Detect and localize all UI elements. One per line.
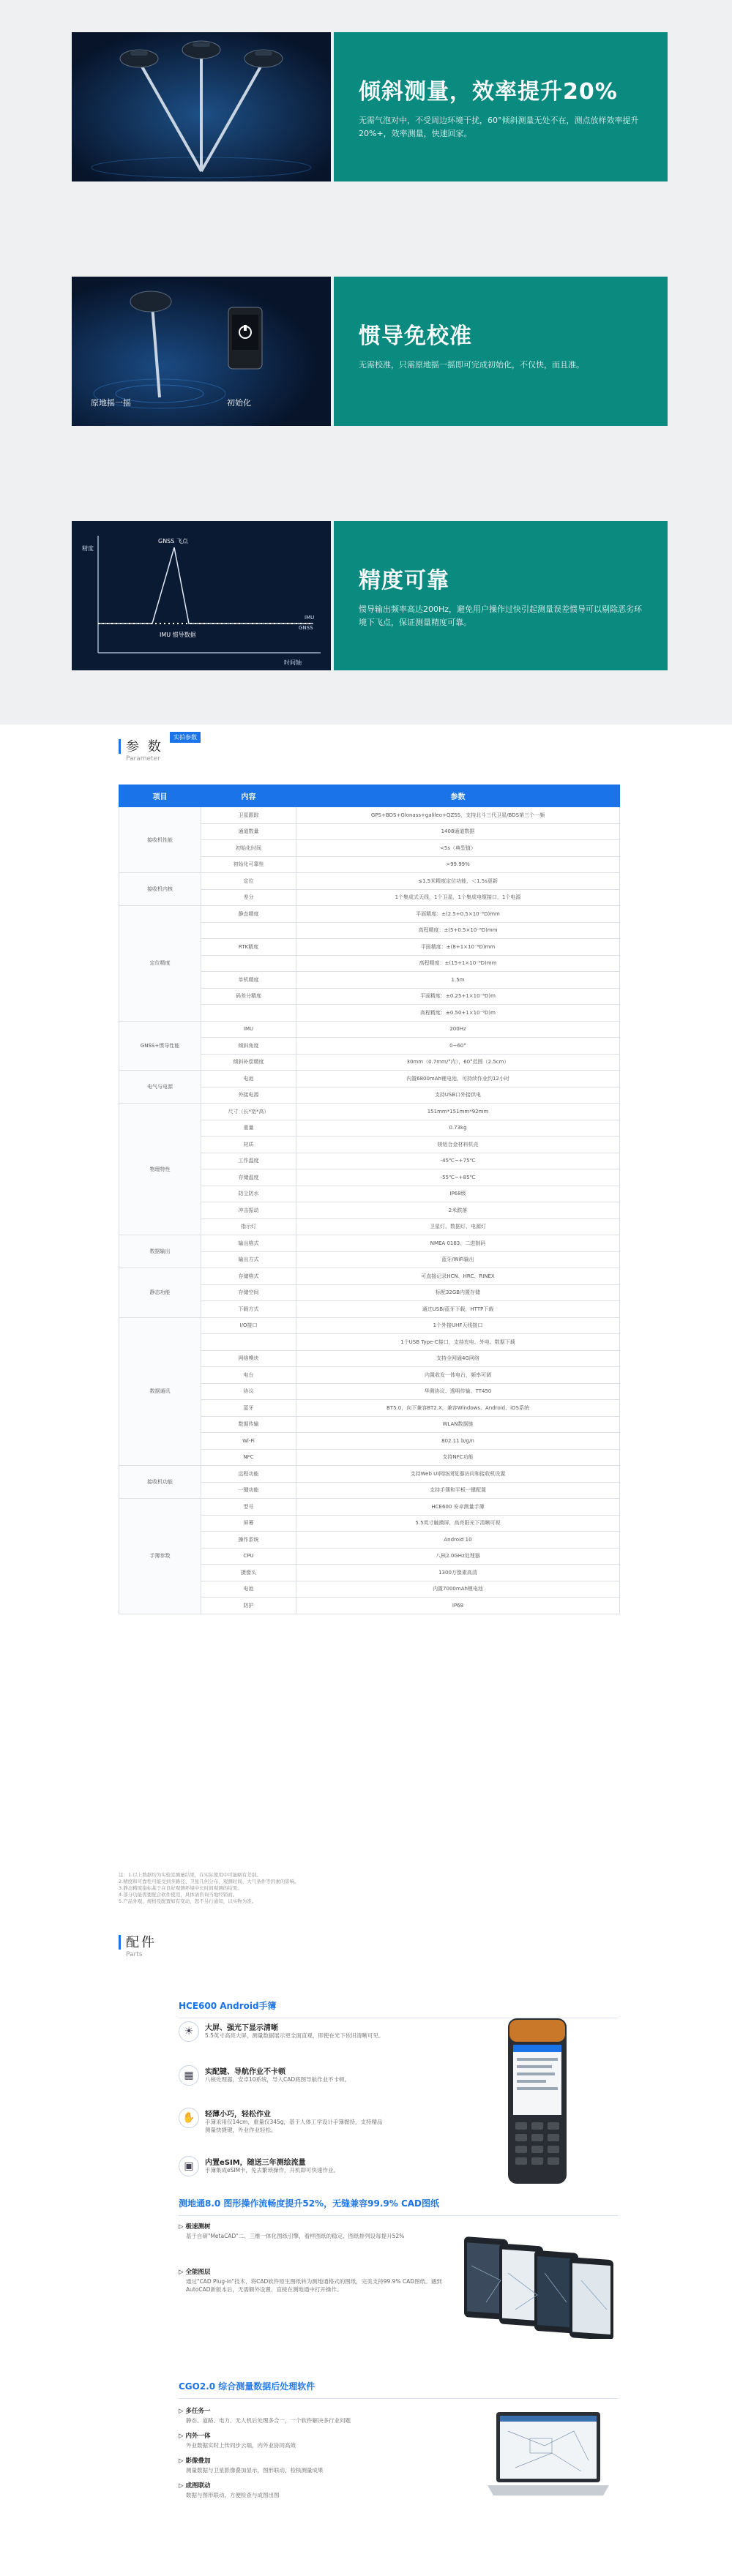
param-cell: GPS+BDS+Glonass+galileo+QZSS，支持北斗三代卫星/BDS第三个一频 [296,807,620,824]
content-cell: CPU [201,1548,296,1565]
content-cell: 蓝牙 [201,1400,296,1417]
content-cell: 存储温度 [201,1169,296,1186]
office-software-title: CGO2.0 综合测量数据后处理软件 [179,2380,618,2399]
note-line: 2.精度和可靠性可能受到多路径、卫星几何分布、观测时间、大气条件等因素的影响。 [119,1879,299,1884]
feature-tilt-survey [72,32,668,181]
content-cell: 指示灯 [201,1218,296,1235]
precision-chart-illustration [72,521,331,670]
feature-panel-tilt [334,32,668,181]
param-cell: 1300万像素高清 [296,1565,620,1581]
group-cell: 接收机内核 [119,873,201,906]
bullet-text: 外业数据实时上传同步云端，内外业协同高效 [186,2442,296,2449]
param-cell: 华测协议、透明传输、TT450 [296,1383,620,1400]
sim-card-icon: ▣ [179,2156,199,2176]
content-cell: 一键功能 [201,1482,296,1499]
software-title: 测地通8.0 图形操作流畅度提升52%，无缝兼容99.9% CAD图纸 [179,2197,618,2216]
content-cell: 防护 [201,1598,296,1614]
feature-image-tilt [72,32,331,181]
group-cell: 电气与电源 [119,1071,201,1104]
param-cell: 高程精度：±(15+1×10⁻⁶D)mm [296,955,620,972]
param-cell: 支持NFC功能 [296,1449,620,1466]
param-cell: 支持USB口外接供电 [296,1087,620,1104]
feature-image-precision [72,521,331,670]
feature-text: 八核处理器，安卓10系统，导入CAD底图导航作业不卡顿。 [205,2076,351,2083]
feature-heading: 大屏、强光下显示清晰 [205,2024,278,2032]
content-cell: 操作系统 [201,1532,296,1549]
content-cell: 工作温度 [201,1153,296,1169]
content-cell [201,922,296,939]
imu-data-label: IMU 惯导数据 [160,632,196,638]
bullet-heading: ▷ 内外一体 [179,2433,211,2440]
content-cell: 存储格式 [201,1268,296,1285]
param-cell: 平面精度：±0.25+1×10⁻⁶D)m [296,988,620,1005]
feature-text: 手簿集成eSIM卡，免去繁琐操作，开机即可快速作业。 [205,2167,340,2174]
param-cell: 2米跌落 [296,1202,620,1219]
table-row [119,1466,620,1483]
content-cell: 防尘防水 [201,1186,296,1202]
bullet-heading: ▷ 多任务一 [179,2408,211,2415]
content-cell: 型号 [201,1499,296,1516]
content-cell: 倾斜补偿精度 [201,1054,296,1071]
table-header-row [119,785,620,807]
param-cell: 卫星灯、数据灯、电源灯 [296,1218,620,1235]
table-row [119,1104,620,1120]
table-row [119,807,620,824]
param-cell: >99.99% [296,856,620,873]
content-cell: 输出格式 [201,1235,296,1252]
param-cell: HCE600 安卓测量手簿 [296,1499,620,1516]
content-cell: RTK精度 [201,939,296,956]
content-cell: 初始化可靠性 [201,856,296,873]
bullet-text: 数据与图形联动，方便检查与成图出图 [186,2492,280,2498]
bullet-heading: ▷ 全能图层 [179,2269,211,2276]
bullet-text: 测量数据与卫星影像叠加显示，图形联动，检核测量成果 [186,2467,324,2474]
param-cell: 内置7000mAh锂电池 [296,1581,620,1598]
bullet-text: 静态、道路、电力、无人机后处理多合一，一个软件解决多行业问题 [186,2417,351,2424]
param-cell: 内置收发一体电台，频率可调 [296,1367,620,1384]
feature-heading: 内置eSIM，随送三年测绘流量 [205,2159,306,2167]
content-cell: 卫星跟踪 [201,807,296,824]
feature-heading: 实配键、导航作业不卡顿 [205,2068,285,2076]
parameters-table-body [119,807,620,1614]
content-cell: 静态精度 [201,906,296,923]
office-bullet [179,2456,442,2474]
office-bullet [179,2406,442,2425]
feature-panel-imu [334,277,668,426]
feature-desc: 无需校准，只需原地摇一摇即可完成初始化，不仅快，而且准。 [359,360,584,370]
content-cell [201,1334,296,1351]
note-line: 注：1.以上数据均为实验室测量结果，在实际使用中可能略有差别。 [119,1872,261,1878]
param-cell: 可直接记录HCN、HRC、RINEX [296,1268,620,1285]
param-cell: 151mm*151mm*92mm [296,1104,620,1120]
content-cell: 通道数量 [201,823,296,840]
param-cell: 镁铝合金材料机壳 [296,1137,620,1153]
feature-text: 5.5英寸高亮大屏，测量数据展示更全面直观，即使在光下依旧清晰可见。 [205,2032,384,2039]
office-bullet [179,2431,442,2449]
axis-label-y: 精度 [82,545,94,552]
group-cell: 静态功能 [119,1268,201,1318]
param-cell: 1408通道数据 [296,823,620,840]
heading-bar [119,739,121,754]
content-cell: 电台 [201,1367,296,1384]
param-cell: 蓝牙/WiFi输出 [296,1251,620,1268]
param-cell: 200Hz [296,1021,620,1038]
feature-title: 倾斜测量，效率提升20% [359,79,618,105]
feature-imu-calibration [72,277,668,426]
feature-title: 精度可靠 [359,568,449,594]
param-cell: 1个USB Type-C接口，支持充电、外电、数据下载 [296,1334,620,1351]
content-cell: 协议 [201,1383,296,1400]
content-cell: IMU [201,1021,296,1038]
param-cell: 标配32GB内置存储 [296,1284,620,1301]
param-cell: 0.73kg [296,1120,620,1137]
param-cell: 5.5英寸触摸屏，高亮阳光下清晰可视 [296,1515,620,1532]
header-item: 项目 [119,785,201,807]
content-cell: 摄像头 [201,1565,296,1581]
label-shake: 原地摇一摇 [91,398,131,408]
parameters-tag: 实拍参数 [170,732,201,743]
param-cell: BT5.0，向下兼容BT2.X，兼容Windows、Android、iOS系统 [296,1400,620,1417]
bullet-text: 基于自研"MetaCAD"二、三维一体化图纸引擎，看样图纸的稳定、图纸排列设每提升52% [186,2233,405,2239]
header-param: 参数 [296,785,620,807]
table-row [119,1235,620,1252]
param-cell: IP68 [296,1598,620,1614]
group-cell: 数据通讯 [119,1317,201,1466]
feature-image-imu [72,277,331,426]
param-cell: 30mm（0.7mm/°内），60°范围（2.5cm） [296,1054,620,1071]
param-cell: 高程精度：±0.50+1×10⁻⁶D)m [296,1005,620,1022]
param-cell: -55℃~+85℃ [296,1169,620,1186]
content-cell: 外接电源 [201,1087,296,1104]
table-row [119,1499,620,1516]
feature-desc: 惯导输出频率高达200Hz，避免用户操作过快引起测量误差惯导可以剔除恶劣环境下飞点，保证测量精度可靠。 [359,604,643,627]
content-cell: 电池 [201,1581,296,1598]
content-cell: 下载方式 [201,1301,296,1318]
feature-panel-precision [334,521,668,670]
param-cell: Android 10 [296,1532,620,1549]
note-line: 4.部分功能需要配合软件使用，具体请咨询当地经销商。 [119,1892,238,1898]
content-cell: 尺寸（长*宽*高） [201,1104,296,1120]
content-cell: 定位 [201,873,296,890]
software-bullet [179,2267,442,2294]
axis-label-x: 时间轴 [284,659,302,666]
table-row [119,1021,620,1038]
parameters-table [119,785,620,1614]
parameters-title: 参 数 [126,739,163,755]
group-cell: 定位精度 [119,906,201,1022]
group-cell: 手簿参数 [119,1499,201,1614]
group-cell: GNSS+惯导性能 [119,1021,201,1071]
group-cell: 接收机性能 [119,807,201,873]
feature-text: 手簿采用仅14cm，重量仅345g，基于人体工学设计手簿握持，支持精品测量快捷键，外业作业轻松。 [205,2119,383,2133]
table-row [119,1071,620,1087]
table-row [119,906,620,923]
content-cell: 远程功能 [201,1466,296,1483]
content-cell: 屏幕 [201,1515,296,1532]
content-cell: 电池 [201,1071,296,1087]
software-card [179,2197,618,2373]
software-bullet [179,2222,442,2240]
content-cell: 冲击振动 [201,1202,296,1219]
bullet-text: 通过"CAD Plug-in"技术，将CAD软件原生图纸转为测地通格式的图纸，完美支持99.9% CAD图纸。遇到AutoCAD新版本后，无需额外设置、直接在测地通中打开操作。 [186,2278,442,2293]
office-bullet [179,2481,442,2499]
param-cell: 支持手簿和平板一键配置 [296,1482,620,1499]
bullet-heading: ▷ 极速测树 [179,2223,211,2231]
param-cell: 802.11 b/g/n [296,1433,620,1450]
param-cell: 1个外接UHF天线接口 [296,1317,620,1334]
table-row [119,873,620,890]
param-cell: 平面精度：±(2.5+0.5×10⁻⁶D)mm [296,906,620,923]
software-screens-image [464,2229,618,2339]
header-content: 内容 [201,785,296,807]
content-cell: 重量 [201,1120,296,1137]
note-line: 5.产品外观、规格及配置如有变动，恕不另行通知，以实物为准。 [119,1898,257,1904]
feature-heading: 轻薄小巧，轻松作业 [205,2111,271,2119]
bullet-heading: ▷ 影像叠加 [179,2457,211,2465]
content-cell: 初始化时间 [201,840,296,857]
content-cell: 存储空间 [201,1284,296,1301]
laptop-image [486,2409,610,2504]
param-cell: 高程精度：±(5+0.5×10⁻⁶D)mm [296,922,620,939]
features-section [0,0,732,724]
heading-bar [119,1935,121,1950]
feature-precision [72,521,668,670]
tilt-survey-illustration [72,32,331,181]
gnss-outlier-label: GNSS 飞点 [158,538,188,544]
sun-icon: ☀ [179,2021,199,2042]
feature-title: 惯导免校准 [359,323,472,349]
note-line: 3.静态精度指标基于在良好观测环境中长时间观测的结果。 [119,1885,242,1891]
label-init: 初始化 [227,398,251,408]
accessories-subtitle: Parts [126,1951,143,1958]
feature-desc: 无需气泡对中，不受周边环境干扰，60°倾斜测量无处不在，测点放样效率提升20%+，效率测量，快速回家。 [359,116,639,138]
content-cell: Wi-Fi [201,1433,296,1450]
content-cell: 材质 [201,1137,296,1153]
keypad-icon: ▦ [179,2065,199,2086]
accessories-title: 配件 [126,1935,157,1950]
param-cell: ≤1.5米精度定位功能，＜1.5s更新 [296,873,620,890]
param-cell: NMEA 0183、二进制码 [296,1235,620,1252]
content-cell: NFC [201,1449,296,1466]
content-cell: 输出方式 [201,1251,296,1268]
bullet-heading: ▷ 成图联动 [179,2482,211,2490]
content-cell: 差分 [201,889,296,906]
param-cell: WLAN数据链 [296,1416,620,1433]
content-cell: 网络模块 [201,1350,296,1367]
table-row [119,1317,620,1334]
content-cell: 码差分精度 [201,988,296,1005]
param-cell: IP68级 [296,1186,620,1202]
group-cell: 数据输出 [119,1235,201,1268]
group-cell: 物理特性 [119,1104,201,1235]
handset-card [179,1999,618,2190]
content-cell [201,955,296,972]
content-cell: 单机精度 [201,972,296,989]
param-cell: 0~60° [296,1038,620,1055]
param-cell: 支持Web UI网络浏览器访问和接收机设置 [296,1466,620,1483]
param-cell: 1.5m [296,972,620,989]
legend-imu: IMU [305,615,315,621]
handset-title: HCE600 Android手簿 [179,1999,618,2018]
legend-gnss: GNSS [299,625,313,631]
handset-device-image [501,2015,574,2187]
param-cell: 八核2.0GHz处理器 [296,1548,620,1565]
param-cell: 内置6800mAh锂电池，可持续作业约12小时 [296,1071,620,1087]
content-cell [201,1005,296,1022]
table-row [119,1268,620,1285]
office-software-card [179,2380,618,2563]
param-cell: <5s（典型值） [296,840,620,857]
imu-init-illustration [72,277,331,426]
param-cell: 通过USB/蓝牙下载，HTTP下载 [296,1301,620,1318]
group-cell: 接收机功能 [119,1466,201,1499]
content-cell: 倾斜角度 [201,1038,296,1055]
accessories-section [0,1932,732,2576]
param-cell: -45℃~+75℃ [296,1153,620,1169]
content-cell: I/O接口 [201,1317,296,1334]
parameters-subtitle: Parameter [126,755,160,763]
hand-icon: ✋ [179,2108,199,2128]
param-cell: 支持全网通4G网络 [296,1350,620,1367]
param-cell: 1个集成式天线，1个卫星，1个集成电缆接口，1个电源 [296,889,620,906]
content-cell: 数据传输 [201,1416,296,1433]
parameters-notes [119,1872,619,1905]
param-cell: 平面精度：±(8+1×10⁻⁶D)mm [296,939,620,956]
